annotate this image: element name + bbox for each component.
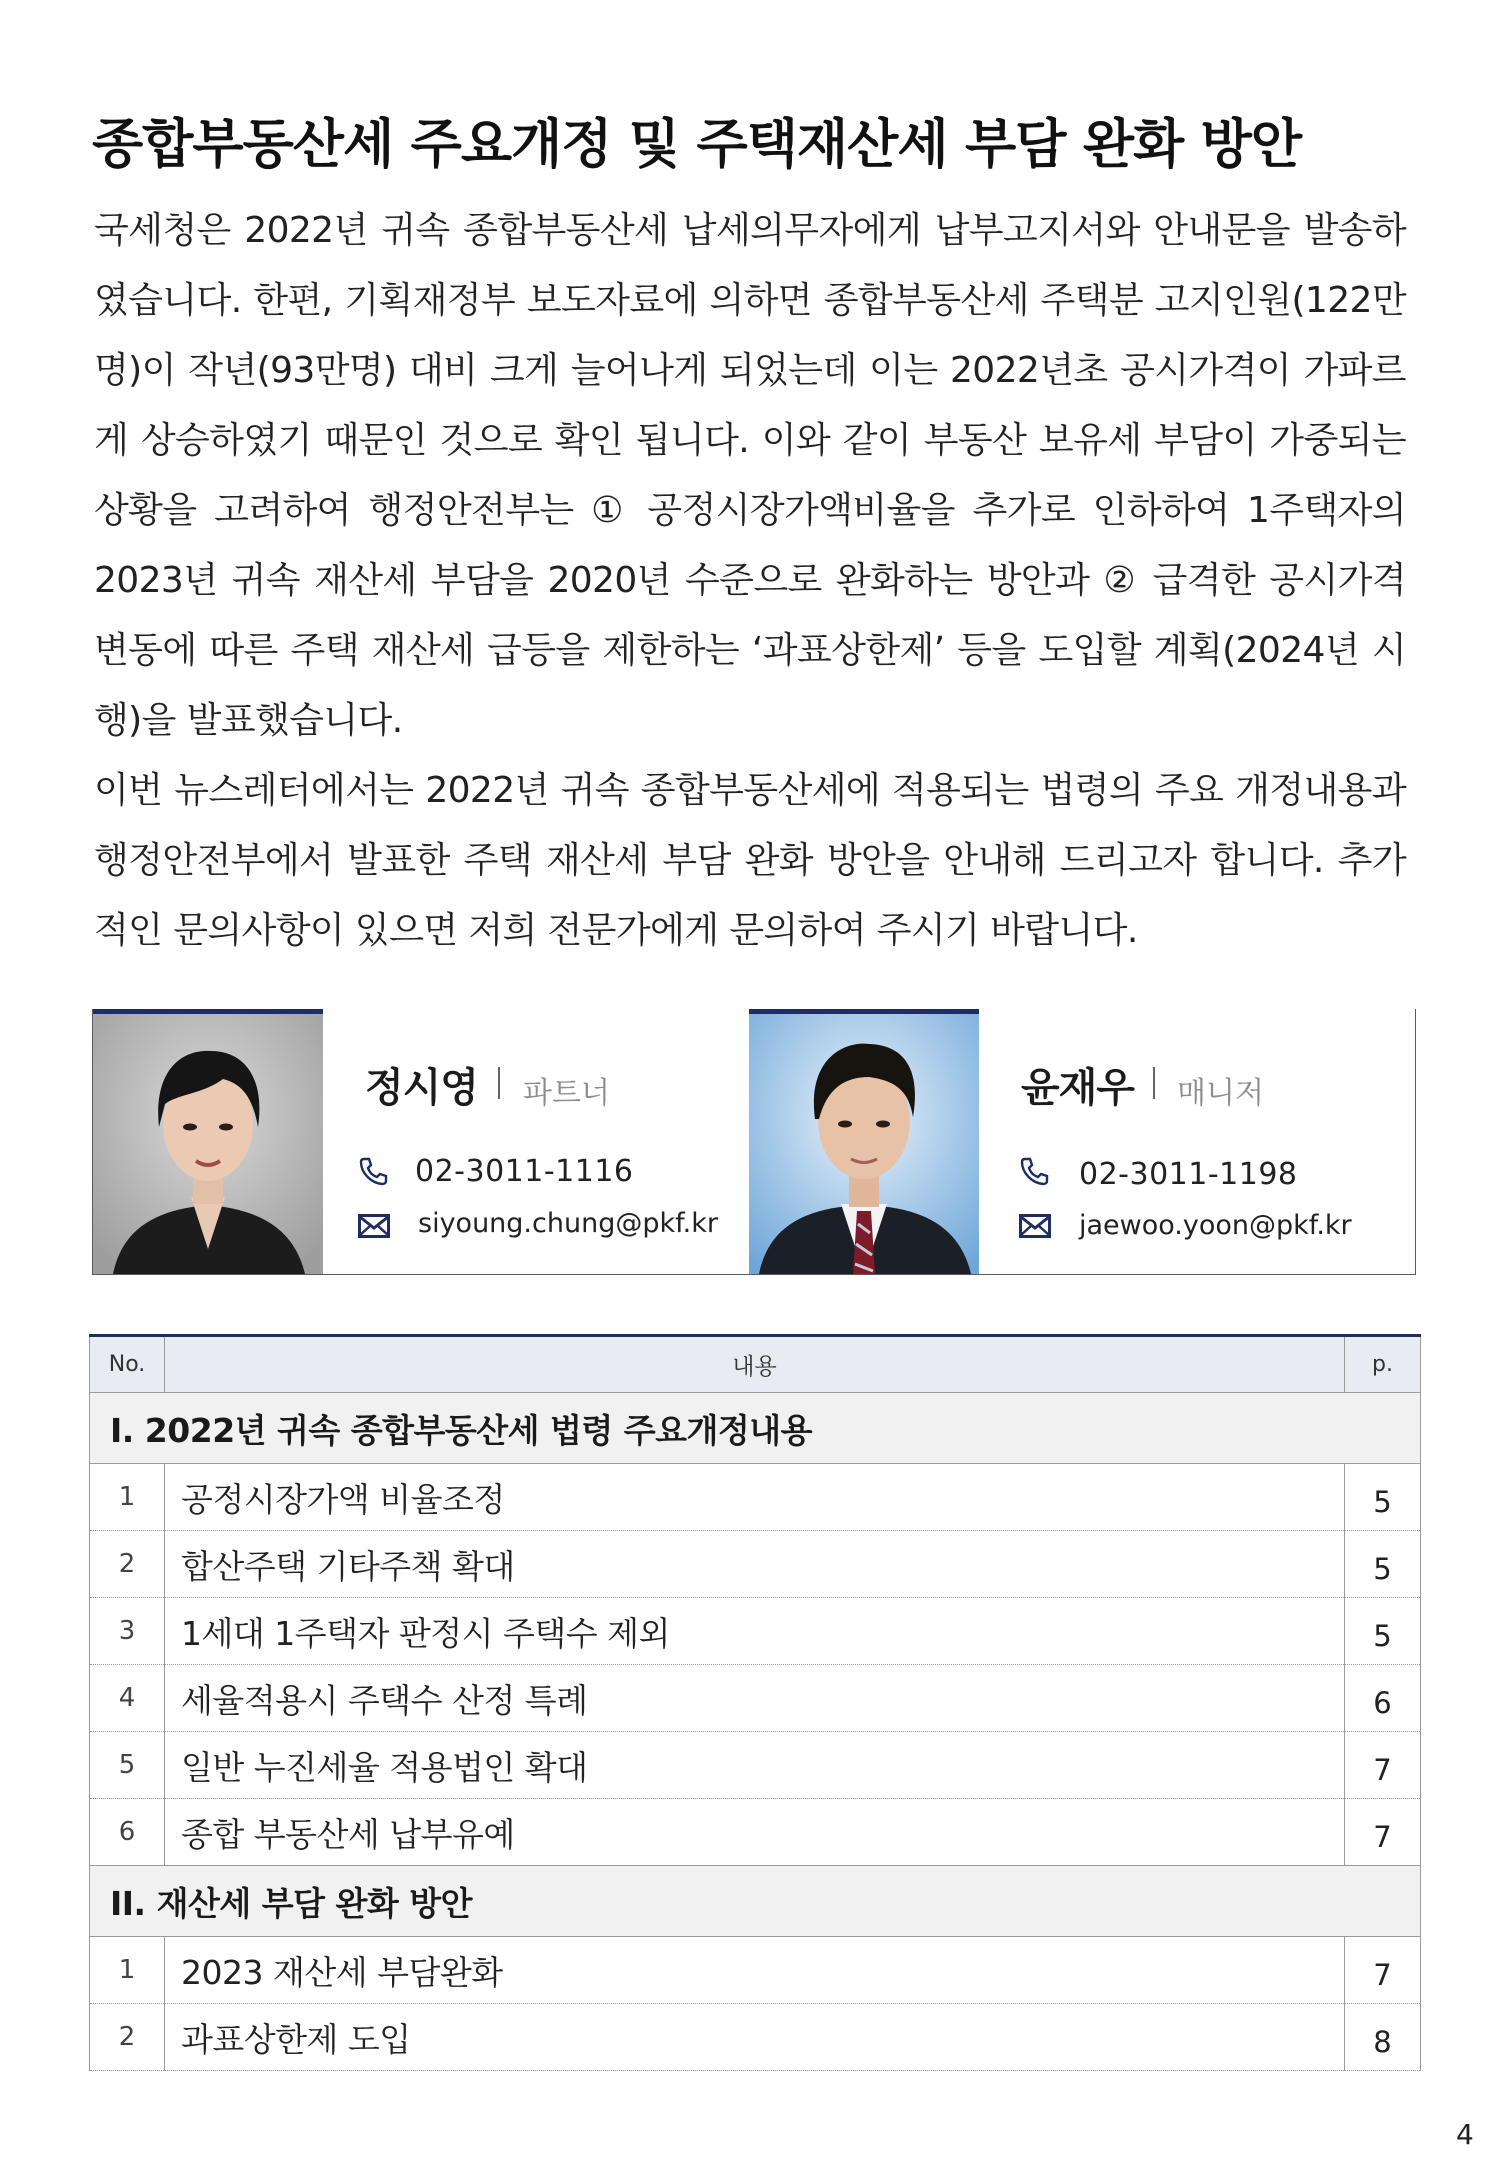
portrait-photo	[749, 1009, 979, 1274]
toc-row-no: 3	[90, 1598, 165, 1665]
name-divider	[1153, 1067, 1155, 1099]
contact-email[interactable]: siyoung.chung@pkf.kr	[418, 1208, 718, 1239]
toc-row[interactable]	[90, 2004, 1421, 2071]
toc-row-no: 5	[90, 1732, 165, 1799]
toc-row-label: 과표상한제 도입	[165, 2004, 1345, 2071]
toc-row[interactable]	[90, 1665, 1421, 1732]
toc-section-row	[90, 1866, 1421, 1937]
photo-accent-bar	[93, 1009, 323, 1014]
portrait-photo	[93, 1009, 323, 1274]
contact-chung	[93, 1009, 755, 1275]
toc-row-label: 세율적용시 주택수 산정 특례	[165, 1665, 1345, 1732]
toc-row-label: 일반 누진세율 적용법인 확대	[165, 1732, 1345, 1799]
contact-email[interactable]: jaewoo.yoon@pkf.kr	[1079, 1210, 1352, 1241]
page-number: 4	[1456, 2118, 1474, 2151]
contact-phone: 02-3011-1198	[1079, 1157, 1298, 1192]
contact-name: 윤재우	[1021, 1065, 1134, 1111]
toc-row[interactable]	[90, 1598, 1421, 1665]
contact-title: 파트너	[523, 1076, 610, 1111]
toc-row-page: 7	[1345, 1799, 1421, 1866]
contact-phone: 02-3011-1116	[415, 1154, 634, 1189]
toc-row-no: 6	[90, 1799, 165, 1866]
phone-icon	[358, 1156, 388, 1186]
toc-header-content: 내용	[165, 1336, 1345, 1393]
toc-section-title: II. 재산세 부담 완화 방안	[90, 1866, 1421, 1937]
toc-row[interactable]	[90, 1531, 1421, 1598]
toc-row[interactable]	[90, 1732, 1421, 1799]
contact-card	[92, 1009, 1416, 1275]
toc-header-no: No.	[90, 1336, 165, 1393]
toc-row-page: 5	[1345, 1464, 1421, 1531]
toc-row[interactable]	[90, 1937, 1421, 2004]
toc-section-row	[90, 1393, 1421, 1464]
toc-row-no: 4	[90, 1665, 165, 1732]
toc-row-page: 8	[1345, 2004, 1421, 2071]
phone-icon	[1019, 1156, 1049, 1186]
contact-title: 매니저	[1177, 1076, 1264, 1111]
toc-row-page: 5	[1345, 1531, 1421, 1598]
intro-text	[94, 196, 1406, 966]
toc-row-label: 합산주택 기타주책 확대	[165, 1531, 1345, 1598]
toc-row-label: 2023 재산세 부담완화	[165, 1937, 1345, 2004]
photo-accent-bar	[749, 1009, 979, 1014]
toc-header-page: p.	[1345, 1336, 1421, 1393]
mail-icon	[1019, 1214, 1051, 1238]
intro-paragraph-1: 국세청은 2022년 귀속 종합부동산세 납세의무자에게 납부고지서와 안내문을 발송하였습니다. 한편, 기획재정부 보도자료에 의하면 종합부동산세 주택분 고지인원(122만명)이 작년(93만명) 대비 크게 늘어나게 되었는데 이는 2022년초 공시가격이 가파르게 상승하였기 때문인 것으로 확인 됩니다. 이와 같이 부동산 보유세 부담이 가중되는 상황을 고려하여 행정안전부는 ① 공정시장가액비율을 추가로 인하하여 1주택자의 2023년 귀속 재산세 부담을 2020년 수준으로 완화하는 방안과 ② 급격한 공시가격 변동에 따른 주택 재산세 급등을 제한하는 ‘과표상한제’ 등을 도입할 계획(2024년 시행)을 발표했습니다.	[94, 210, 1406, 741]
toc-section-title: I. 2022년 귀속 종합부동산세 법령 주요개정내용	[90, 1393, 1421, 1464]
toc-row-label: 1세대 1주택자 판정시 주택수 제외	[165, 1598, 1345, 1665]
toc-row-page: 7	[1345, 1937, 1421, 2004]
toc-row-page: 5	[1345, 1598, 1421, 1665]
toc-row[interactable]	[90, 1464, 1421, 1531]
contact-name: 정시영	[365, 1065, 478, 1111]
toc-row[interactable]	[90, 1799, 1421, 1866]
toc-row-page: 7	[1345, 1732, 1421, 1799]
intro-paragraph-2: 이번 뉴스레터에서는 2022년 귀속 종합부동산세에 적용되는 법령의 주요 개정내용과 행정안전부에서 발표한 주택 재산세 부담 완화 방안을 안내해 드리고자 합니다. 추가적인 문의사항이 있으면 저희 전문가에게 문의하여 주시기 바랍니다.	[94, 770, 1406, 951]
toc-row-page: 6	[1345, 1665, 1421, 1732]
table-of-contents	[89, 1334, 1421, 2071]
name-divider	[498, 1067, 500, 1099]
toc-header-row	[90, 1336, 1421, 1393]
toc-row-label: 종합 부동산세 납부유예	[165, 1799, 1345, 1866]
toc-row-label: 공정시장가액 비율조정	[165, 1464, 1345, 1531]
page-title: 종합부동산세 주요개정 및 주택재산세 부담 완화 방안	[92, 114, 1302, 175]
toc-row-no: 1	[90, 1937, 165, 2004]
toc-row-no: 2	[90, 1531, 165, 1598]
mail-icon	[358, 1214, 390, 1238]
toc-row-no: 1	[90, 1464, 165, 1531]
toc-row-no: 2	[90, 2004, 165, 2071]
contact-yoon	[749, 1009, 1411, 1275]
